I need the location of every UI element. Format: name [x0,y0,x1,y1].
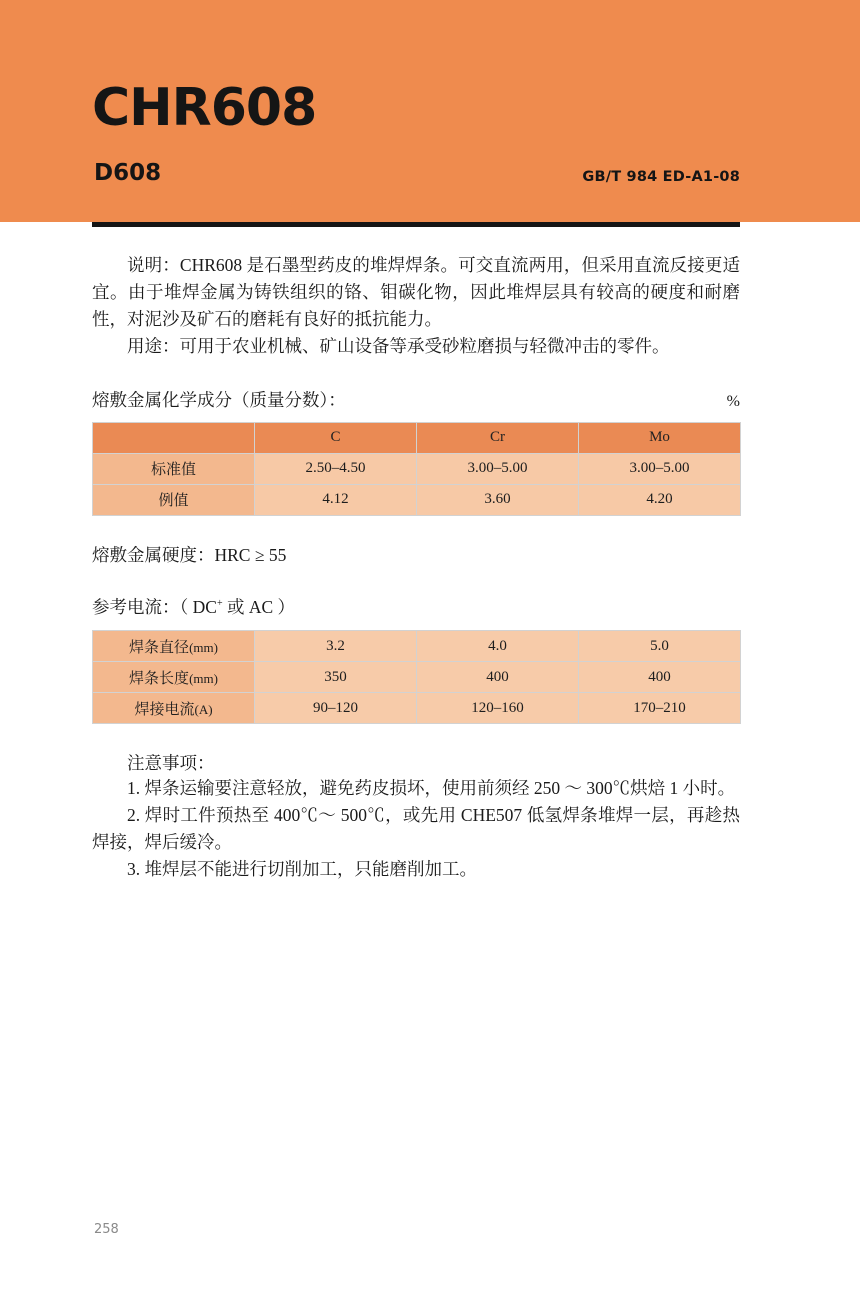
composition-row-label: 标准值 [93,453,255,484]
current-label [92,594,740,620]
document-content [92,252,740,884]
table-row [93,693,741,724]
header-divider [92,222,740,227]
row-label-unit: (mm) [189,670,218,686]
note-item: 3. 堆焊层不能进行切削加工，只能磨削加工。 [127,859,477,880]
product-subcode: D608 [94,160,162,186]
composition-label: 熔敷金属化学成分（质量分数）： [92,389,346,410]
note-item: 1. 焊条运输要注意轻放，避免药皮损坏，使用前须经 250 ～ 300℃烘焙 1 小时。 [127,778,736,798]
composition-label-row [92,387,740,412]
composition-cell: 4.20 [579,484,741,515]
spacer [92,516,740,542]
standard-code: GB/T 984 ED-A1-08 [582,169,740,185]
description-text: CHR608 是石墨型药皮的堆焊焊条。可交直流两用，但采用直流反接更适宜。由于堆焊金属为铸铁组织的铬、钼碳化物，因此堆焊层具有较高的硬度和耐磨性，对泥沙及矿石的磨耗有良好的抵抗能力。 [92,255,741,330]
header-band [0,0,860,222]
composition-unit: % [726,392,740,410]
row-label-text: 焊条直径 [129,639,190,656]
composition-cell: 3.00–5.00 [417,453,579,484]
description-label: 说明： [127,255,180,275]
page-number: 258 [94,1222,119,1237]
spacer [92,620,740,630]
table-header-row [93,422,741,453]
current-cell: 4.0 [417,631,579,662]
spacer [92,724,740,750]
row-label-text: 焊接电流 [134,701,195,718]
row-label-text: 焊条长度 [129,670,190,687]
header-inner [92,0,740,222]
composition-table [92,422,741,516]
current-cell: 400 [417,662,579,693]
notes-title: 注意事项： [127,753,215,773]
current-label-sup: + [216,597,223,609]
note-item: 2. 焊时工件预热至 400℃～ 500℃，或先用 CHE507 低氢焊条堆焊一层，再趁热焊接，焊后缓冷。 [92,805,740,853]
usage-label: 用途： [127,336,180,357]
current-cell: 170–210 [579,693,741,724]
table-row [93,453,741,484]
current-cell: 350 [255,662,417,693]
composition-col-cr: Cr [417,422,579,453]
current-row-label-amperage [93,693,255,724]
current-table [92,630,741,724]
row-label-unit: (mm) [189,639,218,655]
usage-paragraph [92,333,740,360]
current-cell: 5.0 [579,631,741,662]
spacer [92,412,740,422]
table-row [93,484,741,515]
composition-row-label: 例值 [93,484,255,515]
current-row-label-diameter [93,631,255,662]
table-row [93,631,741,662]
composition-cell: 2.50–4.50 [255,453,417,484]
current-row-label-length [93,662,255,693]
current-cell: 3.2 [255,631,417,662]
current-label-suffix: 或 AC ） [222,596,296,617]
composition-col-mo: Mo [579,422,741,453]
composition-cell: 4.12 [255,484,417,515]
hardness-label: 熔敷金属硬度：HRC ≥ 55 [92,544,287,565]
current-cell: 90–120 [255,693,417,724]
row-label-unit: (A) [194,701,213,717]
current-cell: 120–160 [417,693,579,724]
composition-cell: 3.00–5.00 [579,453,741,484]
usage-text: 可用于农业机械、矿山设备等承受砂粒磨损与轻微冲击的零件。 [179,336,670,357]
product-code: CHR608 [92,78,317,138]
composition-col-c: C [255,422,417,453]
spacer [92,568,740,594]
current-cell: 400 [579,662,741,693]
current-label-prefix: 参考电流：（ DC [92,596,217,617]
composition-col-0 [93,422,255,453]
table-row [93,662,741,693]
spacer [92,361,740,387]
description-paragraph [92,252,740,333]
composition-cell: 3.60 [417,484,579,515]
